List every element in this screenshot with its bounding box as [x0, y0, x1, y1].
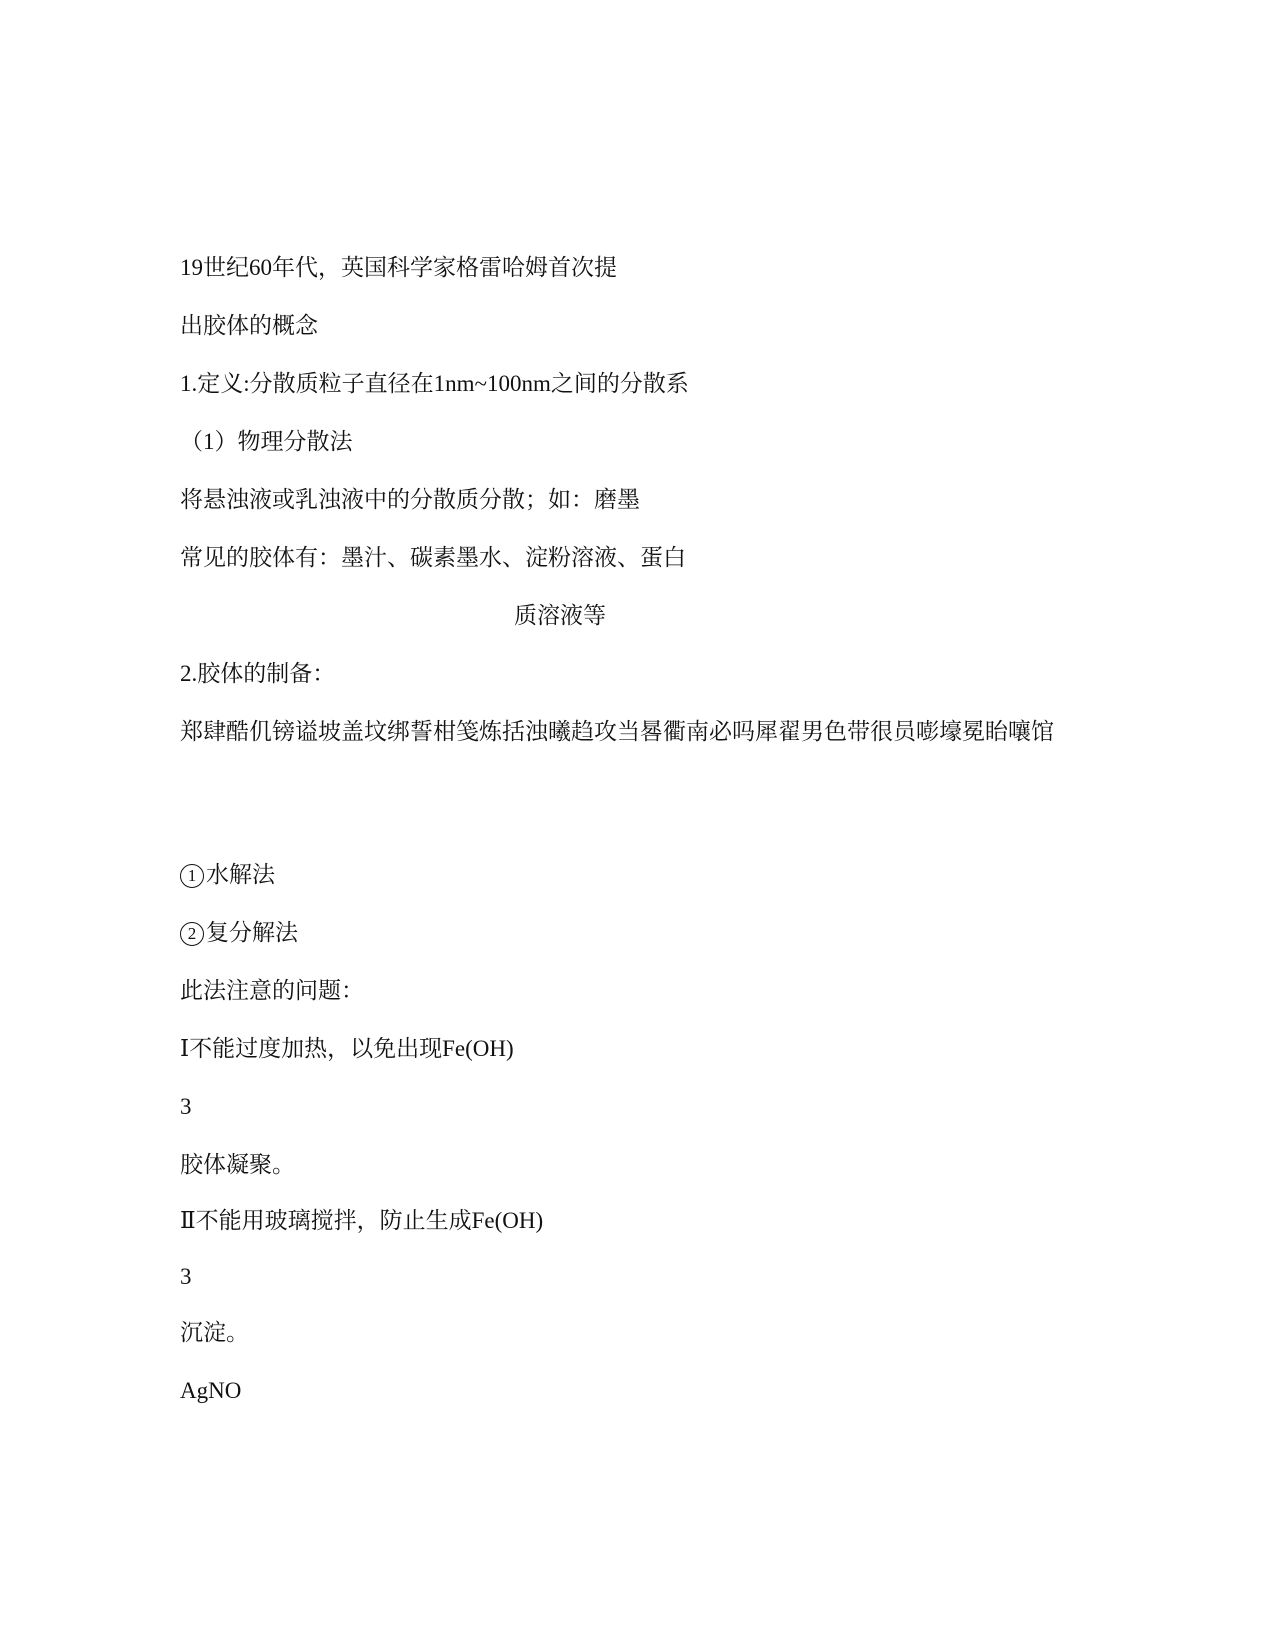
note-2: Ⅱ不能用玻璃搅拌，防止生成Fe(OH) [180, 1208, 544, 1233]
garbled-paragraph: 郑肆酷仉镑谥坡盖坟绑誓柑笺炼括浊曦趋攻当晷衢南必吗犀翟男色带很员嘭壕冕眙嚷馆 [180, 719, 1054, 744]
method-double-decomposition-label: 复分解法 [206, 920, 298, 945]
method-double-decomposition [180, 918, 298, 948]
circled-number-1: 1 [180, 864, 204, 888]
heading-preparation: 2.胶体的制备： [180, 661, 336, 686]
common-colloids: 常见的胶体有：墨汁、碳素墨水、淀粉溶液、蛋白 [180, 545, 686, 570]
paragraph-intro-cont: 出胶体的概念 [180, 313, 318, 338]
note-2-subscript: 3 [180, 1264, 192, 1289]
notes-heading: 此法注意的问题： [180, 978, 364, 1003]
physical-dispersion-text: 将悬浊液或乳浊液中的分散质分散；如：磨墨 [180, 487, 640, 512]
paragraph-intro: 19世纪60年代，英国科学家格雷哈姆首次提 [180, 255, 617, 280]
note-1-cont: 胶体凝聚。 [180, 1152, 295, 1177]
method-hydrolysis [180, 860, 275, 890]
method-hydrolysis-label: 水解法 [206, 862, 275, 887]
agno-line: AgNO [180, 1378, 242, 1403]
note-2-cont: 沉淀。 [180, 1320, 249, 1345]
circled-number-2: 2 [180, 922, 204, 946]
subheading-physical-dispersion: （1）物理分散法 [180, 429, 353, 454]
note-1-subscript: 3 [180, 1094, 192, 1119]
note-1: Ⅰ不能过度加热，以免出现Fe(OH) [180, 1036, 514, 1061]
common-colloids-cont: 质溶液等 [514, 603, 606, 628]
definition: 1.定义:分散质粒子直径在1nm~100nm之间的分散系 [180, 371, 689, 396]
